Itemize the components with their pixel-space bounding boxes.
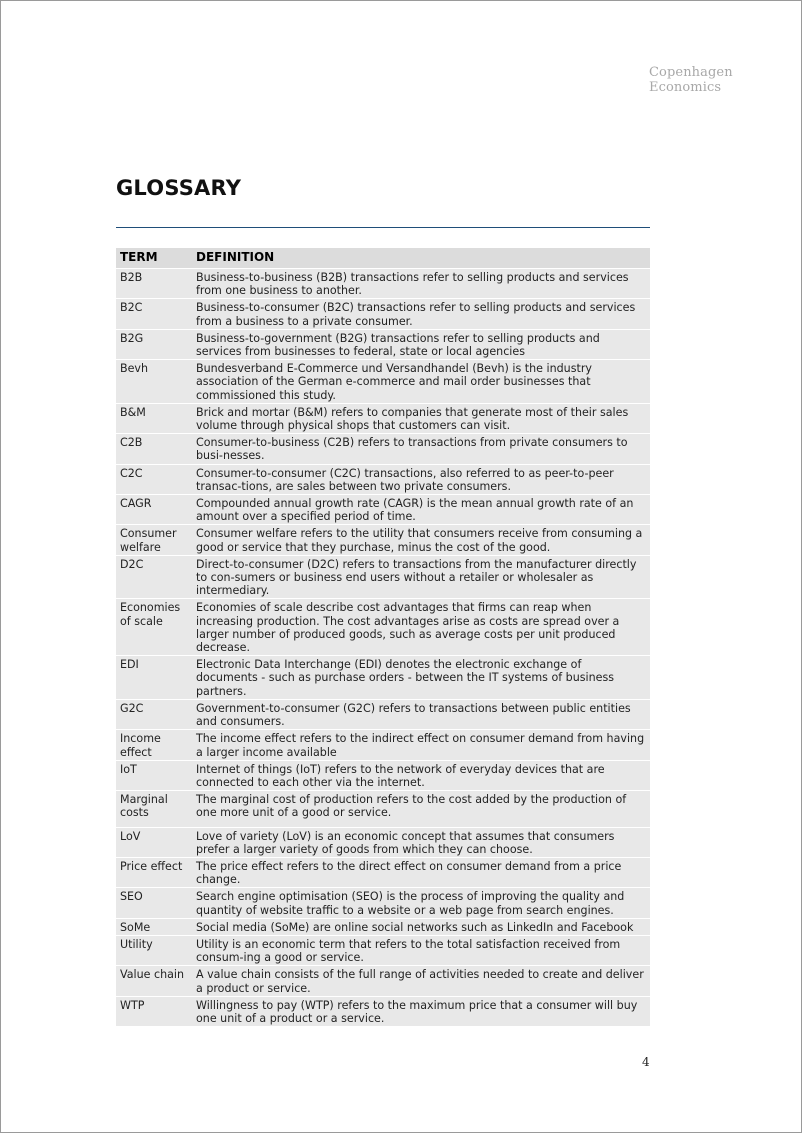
glossary-term: B2B [116, 269, 192, 299]
glossary-term: G2C [116, 699, 192, 729]
table-row [116, 329, 650, 359]
glossary-definition: Bundesverband E-Commerce und Versandhandel (Bevh) is the industry association of the German e-commerce and mail order businesses that commissioned this study. [192, 360, 650, 404]
glossary-definition: Business-to-government (B2G) transactions refer to selling products and services from businesses to federal, state or local agencies [192, 329, 650, 359]
table-row [116, 996, 650, 1026]
logo-line-2: Economics [649, 80, 722, 95]
table-row [116, 699, 650, 729]
table-row [116, 935, 650, 965]
glossary-definition: Internet of things (IoT) refers to the network of everyday devices that are connected to each other via the internet. [192, 760, 650, 790]
glossary-definition: Consumer-to-consumer (C2C) transactions, also referred to as peer-to-peer transac-tions, are sales between two private consumers. [192, 464, 650, 494]
glossary-term: EDI [116, 656, 192, 700]
table-header-row [116, 248, 650, 269]
table-row [116, 434, 650, 464]
glossary-definition: Electronic Data Interchange (EDI) denotes the electronic exchange of documents - such as purchase orders - between the IT systems of business partners. [192, 656, 650, 700]
glossary-definition: Direct-to-consumer (D2C) refers to transactions from the manufacturer directly to con-sumers or business end users without a retailer or wholesaler as intermediary. [192, 555, 650, 599]
table-row [116, 791, 650, 827]
table-row [116, 918, 650, 935]
table-row [116, 269, 650, 299]
glossary-term: B2G [116, 329, 192, 359]
glossary-definition: The income effect refers to the indirect effect on consumer demand from having a larger income available [192, 730, 650, 760]
glossary-definition: A value chain consists of the full range of activities needed to create and deliver a product or service. [192, 966, 650, 996]
glossary-definition: Compounded annual growth rate (CAGR) is the mean annual growth rate of an amount over a specified period of time. [192, 495, 650, 525]
table-row [116, 827, 650, 857]
glossary-term: WTP [116, 996, 192, 1026]
glossary-definition: Brick and mortar (B&M) refers to companies that generate most of their sales volume through physical shops that customers can visit. [192, 403, 650, 433]
table-row [116, 888, 650, 918]
glossary-term: Value chain [116, 966, 192, 996]
glossary-table [116, 248, 650, 1026]
table-row [116, 495, 650, 525]
glossary-definition: Willingness to pay (WTP) refers to the maximum price that a consumer will buy one unit of a product or a service. [192, 996, 650, 1026]
glossary-term: Price effect [116, 857, 192, 887]
glossary-term: C2C [116, 464, 192, 494]
glossary-term: B&M [116, 403, 192, 433]
glossary-term: Marginal costs [116, 791, 192, 827]
table-row [116, 403, 650, 433]
glossary-definition: Economies of scale describe cost advantages that firms can reap when increasing production. The cost advantages arise as costs are spread over a larger number of produced goods, such as average costs per unit produced decrease. [192, 599, 650, 656]
glossary-definition: Social media (SoMe) are online social networks such as LinkedIn and Facebook [192, 918, 650, 935]
glossary-definition: Business-to-consumer (B2C) transactions refer to selling products and services from a business to a private consumer. [192, 299, 650, 329]
glossary-definition: Government-to-consumer (G2C) refers to transactions between public entities and consumers. [192, 699, 650, 729]
logo-line-1: Copenhagen [649, 65, 733, 80]
glossary-term: CAGR [116, 495, 192, 525]
glossary-term: Bevh [116, 360, 192, 404]
table-row [116, 464, 650, 494]
glossary-table-body [116, 269, 650, 1027]
table-row [116, 555, 650, 599]
glossary-definition: Consumer welfare refers to the utility that consumers receive from consuming a good or service that they purchase, minus the cost of the good. [192, 525, 650, 555]
company-logo [649, 65, 733, 95]
table-row [116, 857, 650, 887]
table-row [116, 730, 650, 760]
glossary-term: Economies of scale [116, 599, 192, 656]
glossary-definition: The price effect refers to the direct effect on consumer demand from a price change. [192, 857, 650, 887]
glossary-term: SoMe [116, 918, 192, 935]
page-title: GLOSSARY [116, 176, 242, 200]
glossary-term: Utility [116, 935, 192, 965]
glossary-definition: The marginal cost of production refers to the cost added by the production of one more unit of a good or service. [192, 791, 650, 827]
table-row [116, 360, 650, 404]
glossary-term: Consumer welfare [116, 525, 192, 555]
glossary-definition: Utility is an economic term that refers to the total satisfaction received from consum-ing a good or service. [192, 935, 650, 965]
glossary-term: B2C [116, 299, 192, 329]
glossary-term: D2C [116, 555, 192, 599]
table-row [116, 299, 650, 329]
glossary-definition: Business-to-business (B2B) transactions refer to selling products and services from one business to another. [192, 269, 650, 299]
table-row [116, 599, 650, 656]
page-number: 4 [642, 1055, 650, 1069]
glossary-term: LoV [116, 827, 192, 857]
glossary-term: SEO [116, 888, 192, 918]
title-divider [116, 227, 650, 228]
glossary-definition: Consumer-to-business (C2B) refers to transactions from private consumers to busi-nesses. [192, 434, 650, 464]
glossary-term: C2B [116, 434, 192, 464]
column-header-definition: DEFINITION [192, 248, 650, 269]
glossary-term: Income effect [116, 730, 192, 760]
table-row [116, 525, 650, 555]
column-header-term: TERM [116, 248, 192, 269]
table-row [116, 966, 650, 996]
glossary-definition: Search engine optimisation (SEO) is the process of improving the quality and quantity of website traffic to a website or a web page from search engines. [192, 888, 650, 918]
table-row [116, 656, 650, 700]
glossary-term: IoT [116, 760, 192, 790]
glossary-definition: Love of variety (LoV) is an economic concept that assumes that consumers prefer a larger variety of goods from which they can choose. [192, 827, 650, 857]
table-row [116, 760, 650, 790]
